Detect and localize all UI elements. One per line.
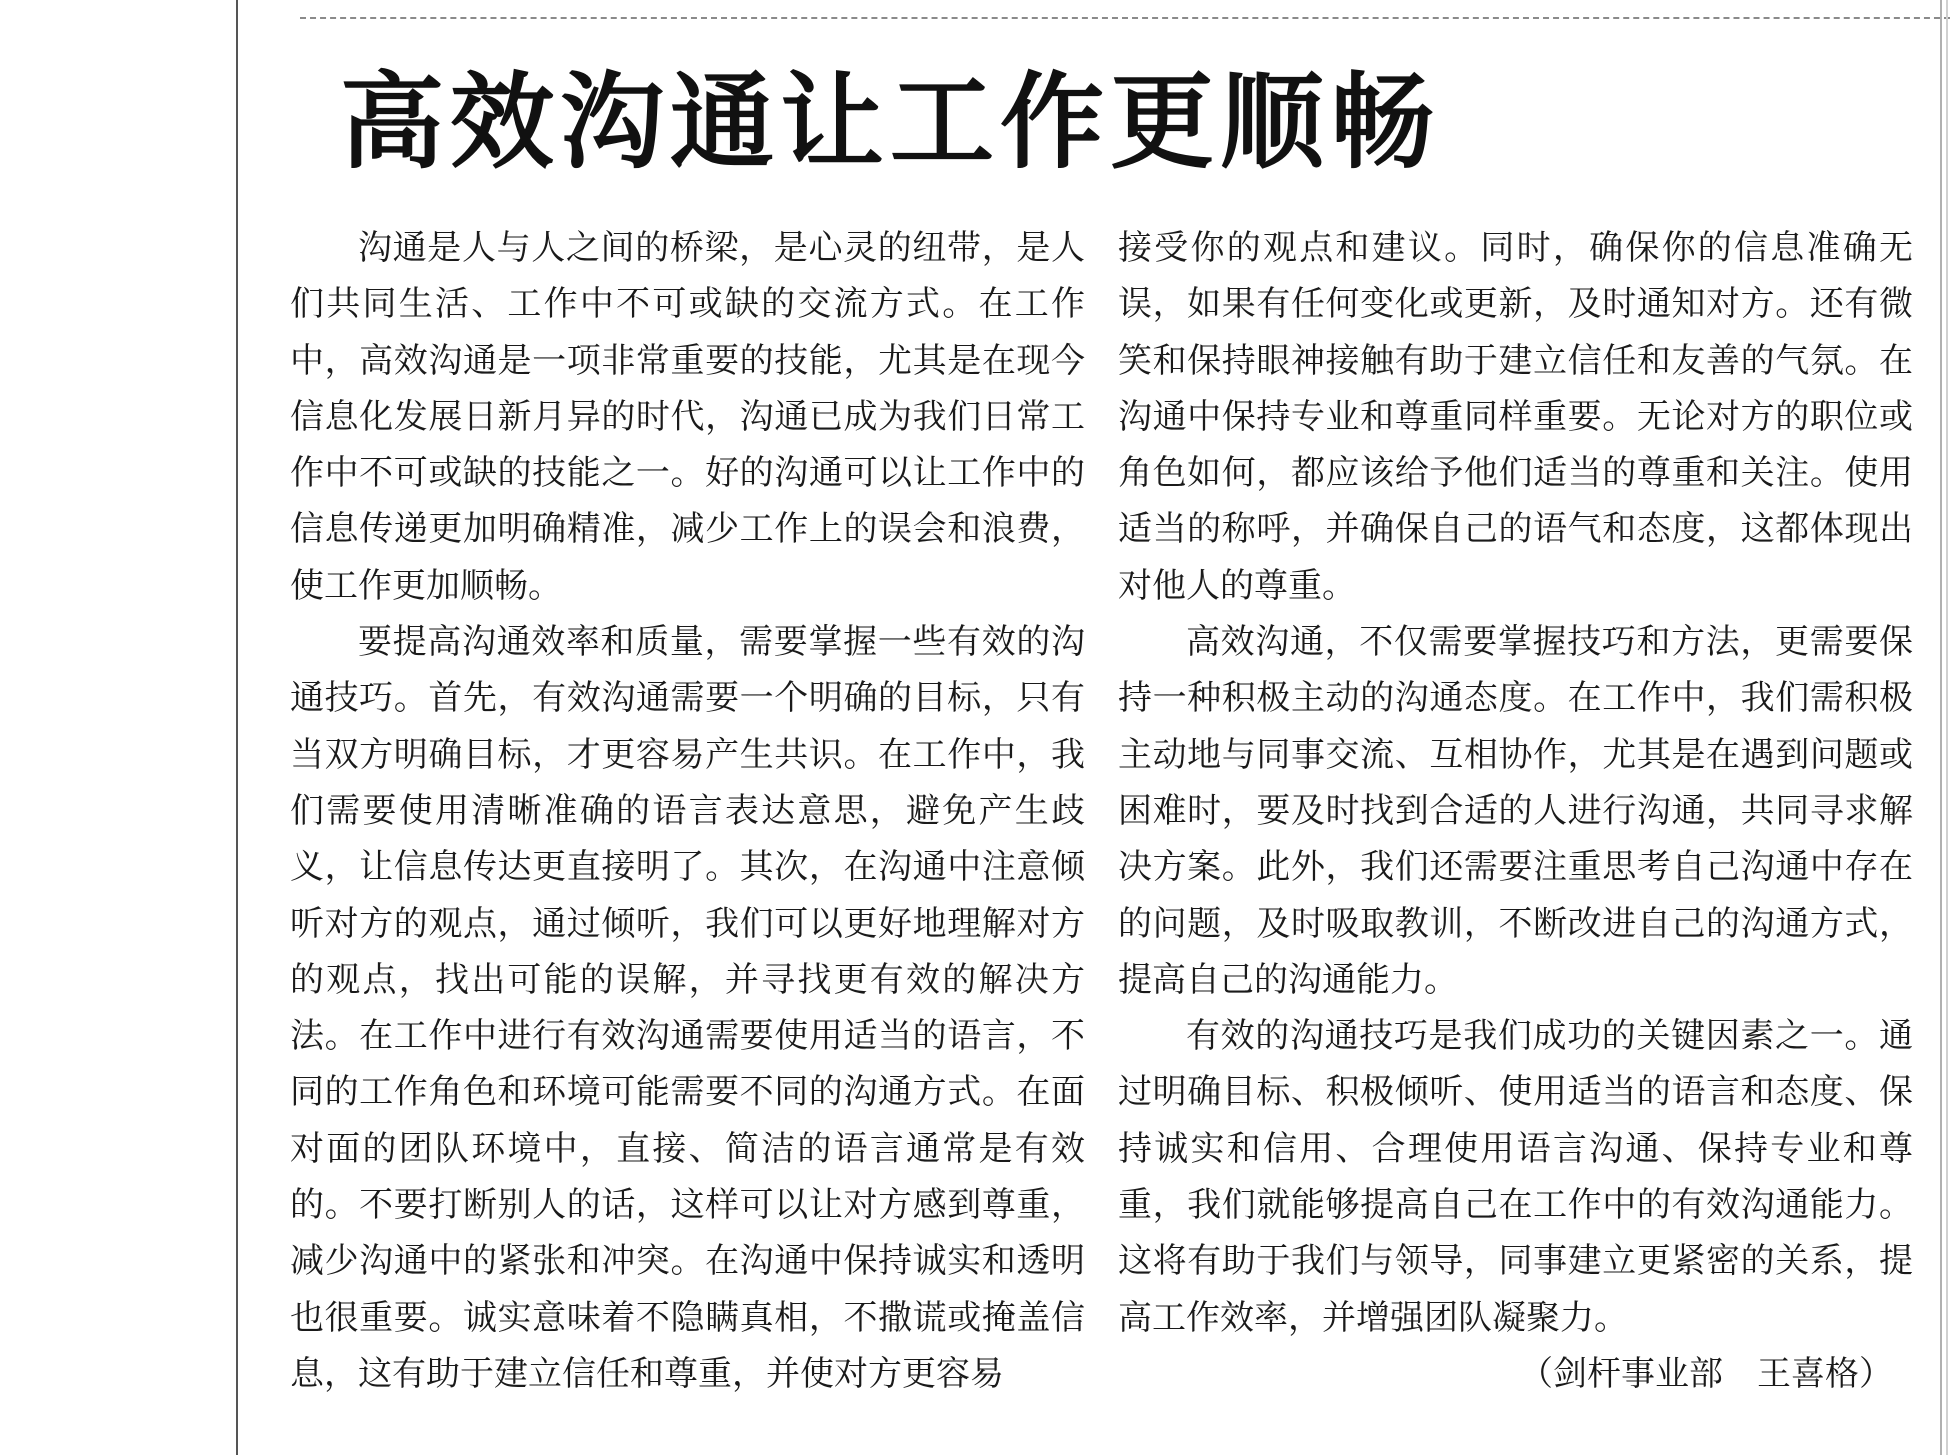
- article-paragraph: 沟通是人与人之间的桥梁，是心灵的纽带，是人们共同生活、工作中不可或缺的交流方式。在工作中，高效沟通是一项非常重要的技能，尤其是在现今信息化发展日新月异的时代，沟通已成为我们日常工作中不可或缺的技能之一。好的沟通可以让工作中的信息传递更加明确精准，减少工作上的误会和浪费，使工作更加顺畅。: [290, 228, 1085, 606]
- article-byline: （剑杆事业部 王喜格）: [1519, 1353, 1893, 1394]
- article-left-column: [290, 220, 1085, 1402]
- article-paragraph: 高效沟通，不仅需要掌握技巧和方法，更需要保持一种积极主动的沟通态度。在工作中，我们需积极主动地与同事交流、互相协作，尤其是在遇到问题或困难时，要及时找到合适的人进行沟通，共同寻求解决方案。此外，我们还需要注重思考自己沟通中存在的问题，及时吸取教训，不断改进自己的沟通方式，提高自己的沟通能力。: [1118, 622, 1913, 1000]
- article-paragraph-continued: 接受你的观点和建议。同时，确保你的信息准确无误，如果有任何变化或更新，及时通知对方。还有微笑和保持眼神接触有助于建立信任和友善的气氛。在沟通中保持专业和尊重同样重要。无论对方的职位或角色如何，都应该给予他们适当的尊重和关注。使用适当的称呼，并确保自己的语气和态度，这都体现出对他人的尊重。: [1118, 228, 1913, 606]
- left-column-rule: [236, 0, 238, 1455]
- top-dashed-rule: [300, 17, 1950, 19]
- article-right-column: [1118, 220, 1913, 1402]
- right-edge-rule: [1940, 0, 1942, 1455]
- article-paragraph: 要提高沟通效率和质量，需要掌握一些有效的沟通技巧。首先，有效沟通需要一个明确的目标，只有当双方明确目标，才更容易产生共识。在工作中，我们需要使用清晰准确的语言表达意思，避免产生歧义，让信息传达更直接明了。其次，在沟通中注意倾听对方的观点，通过倾听，我们可以更好地理解对方的观点，找出可能的误解，并寻找更有效的解决方法。在工作中进行有效沟通需要使用适当的语言，不同的工作角色和环境可能需要不同的沟通方式。在面对面的团队环境中，直接、简洁的语言通常是有效的。不要打断别人的话，这样可以让对方感到尊重，减少沟通中的紧张和冲突。在沟通中保持诚实和透明也很重要。诚实意味着不隐瞒真相，不撒谎或掩盖信息，这有助于建立信任和尊重，并使对方更容易: [290, 622, 1085, 1394]
- article-title: 高效沟通让工作更顺畅: [340, 61, 1441, 183]
- article-paragraph: 有效的沟通技巧是我们成功的关键因素之一。通过明确目标、积极倾听、使用适当的语言和态度、保持诚实和信用、合理使用语言沟通、保持专业和尊重，我们就能够提高自己在工作中的有效沟通能力。这将有助于我们与领导，同事建立更紧密的关系，提高工作效率，并增强团队凝聚力。: [1118, 1016, 1913, 1338]
- right-edge-rule-outer: [1946, 0, 1948, 1455]
